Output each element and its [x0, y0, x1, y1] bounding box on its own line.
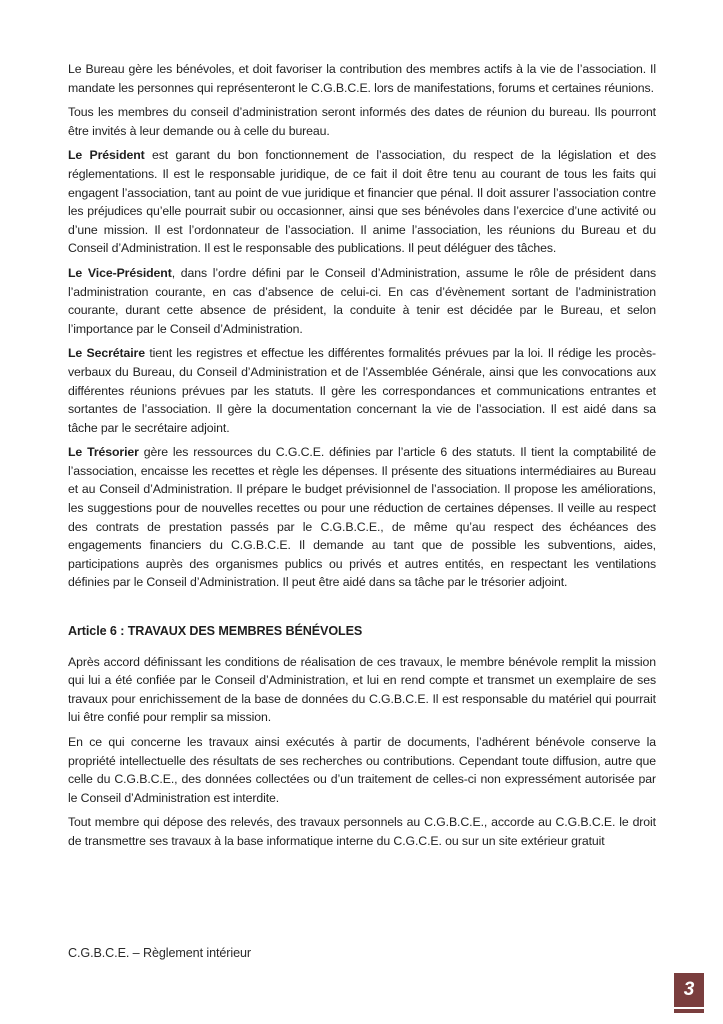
paragraph-conseil-info: [68, 103, 656, 140]
paragraph-president: [68, 146, 656, 258]
paragraph-lead-vice-president: Le Vice-Président: [68, 265, 172, 280]
paragraph-bureau: [68, 60, 656, 97]
article-6-heading: Article 6 : TRAVAUX DES MEMBRES BÉNÉVOLES: [68, 624, 363, 639]
paragraph-article6-depot: [68, 813, 656, 850]
paragraph-text: gère les ressources du C.G.C.E. définies par l’article 6 des statuts. Il tient la comptabilité de l’association, encaisse les recettes et règle les dépenses. Il présente des situations intermédiaires au Bureau et au Conseil d’Administration. Il prépare le budget prévisionnel de l’association. Il propose les améliorations, les suggestions pour de nouvelles recettes ou pour une réduction de certaines dépenses. Il veille au respect des contrats de prestation passés par le C.G.B.C.E., de même qu’au respect des échéances des engagements financiers du C.G.B.C.E. Il demande au tant que de possible les subventions, aides, participations auprès des organismes publics ou privés et autres entités, en respectant les ventilations définies par le Conseil d’Administration. Il peut être aidé dans sa tâche par le trésorier adjoint.: [68, 445, 656, 590]
paragraph-article6-mission: [68, 653, 656, 727]
paragraph-lead-president: Le Président: [68, 148, 145, 163]
document-content: [68, 60, 656, 857]
paragraph-text: Après accord définissant les conditions de réalisation de ces travaux, le membre bénévole remplit la mission qui lui a été confiée par le Conseil d’Administration, et lui en rend compte et transmet un exemplaire de ses travaux pour enrichissement de la base de données du C.G.B.C.E. Il est responsable du matériel qui pourrait lui être confié pour remplir sa mission.: [68, 654, 656, 725]
page-number-badge: [674, 973, 704, 1013]
paragraph-text: Le Bureau gère les bénévoles, et doit favoriser la contribution des membres actifs à la vie de l’association. Il mandate les personnes qui représenteront le C.G.B.C.E. lors de manifestations, forums et certaines réunions.: [68, 62, 656, 95]
paragraph-tresorier: [68, 443, 656, 592]
paragraph-text: tient les registres et effectue les différentes formalités prévues par la loi. Il rédige les procès-verbaux du Bureau, du Conseil d’Administration et de l’Assemblée Générale, ainsi que les convocations aux différentes réunions prévues par les statuts. Il gère les correspondances et communications entrantes et sortantes de l’association. Il gère la documentation concernant la vie de l’association. Il est aidé dans sa tâche par le secrétaire adjoint.: [68, 346, 656, 435]
paragraph-text: En ce qui concerne les travaux ainsi exécutés à partir de documents, l’adhérent bénévole conserve la propriété intellectuelle des résultats de ses recherches ou contributions. Cependant toute diffusion, autre que celle du C.G.B.C.E., des données collectées ou d’un traitement de celles-ci non expressément autorisée par le Conseil d’Administration est interdite.: [68, 735, 656, 805]
paragraph-article6-propriete: [68, 733, 656, 807]
paragraph-secretaire: [68, 344, 656, 437]
paragraph-lead-tresorier: Le Trésorier: [68, 445, 139, 460]
paragraph-vice-president: [68, 264, 656, 338]
footer-document-title: C.G.B.C.E. – Règlement intérieur: [68, 946, 251, 960]
paragraph-text: est garant du bon fonctionnement de l’association, du respect de la législation et des réglementations. Il est le responsable juridique, de ce fait il doit être tenu au courant de tous les faits qui engagent l’association, tant au point de vue juridique et financier que pénal. Il doit assurer l’association contre les préjudices qu’elle pourrait subir ou occasionner, ainsi que ses bénévoles dans l’exercice d’une activité ou d’une mission. Il est l’ordonnateur de l’association. Il anime l’association, les réunions du Bureau et du Conseil d’Administration. Il est le responsable des publications. Il peut déléguer des tâches.: [68, 148, 656, 256]
paragraph-text: Tout membre qui dépose des relevés, des travaux personnels au C.G.B.C.E., accorde au C.G.B.C.E. le droit de transmettre ses travaux à la base informatique interne du C.G.C.E. ou sur un site extérieur gratuit: [68, 815, 656, 848]
page-number-underline: [674, 1009, 704, 1013]
paragraph-lead-secretaire: Le Secrétaire: [68, 346, 145, 361]
page-number: 3: [674, 973, 704, 1007]
paragraph-text: Tous les membres du conseil d’administration seront informés des dates de réunion du bureau. Ils pourront être invités à leur demande ou à celle du bureau.: [68, 105, 656, 138]
paragraph-text: , dans l’ordre défini par le Conseil d’Administration, assume le rôle de président dans l’administration courante, en cas d’absence de celui-ci. En cas d’évènement sortant de l’administration courante, durant cette absence de président, la conduite à tenir est décidée par le Bureau, et selon l’importance par le Conseil d’Administration.: [68, 265, 656, 336]
